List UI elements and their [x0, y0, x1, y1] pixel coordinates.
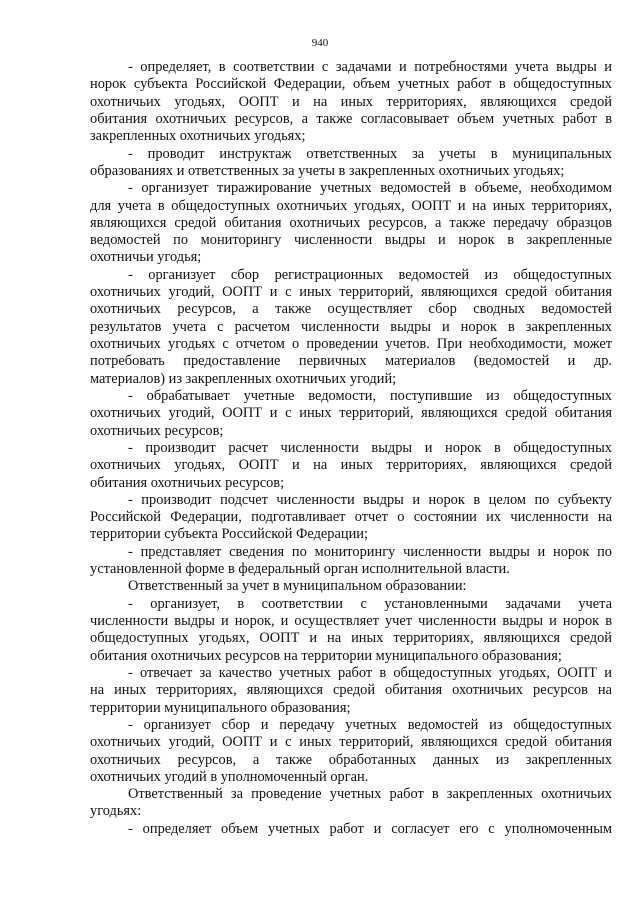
text-line: потребовать предоставление первичных материалов (ведомостей и др.	[90, 353, 612, 370]
text-line: охотничьих угодий, ООПТ и с иных территорий, являющихся средой обитания	[90, 405, 612, 422]
text-line: Российской Федерации, подготавливает отчет о состоянии их численности на	[90, 509, 612, 526]
text-line: охотничьи угодья;	[90, 249, 202, 266]
text-line: обитания охотничьих ресурсов, а также согласовывает объем учетных работ в	[90, 110, 612, 127]
text-line: установленной форме в федеральный орган исполнительной власти.	[90, 561, 510, 578]
text-line: охотничьих ресурсов;	[90, 422, 224, 439]
text-line: - организует сбор и передачу учетных ведомостей из общедоступных	[128, 716, 612, 733]
text-line: Ответственный за учет в муниципальном образовании:	[128, 578, 467, 595]
text-line: охотничьих угодий, ООПТ и с иных территорий, являющихся средой обитания	[90, 284, 612, 301]
text-line: результатов учета с расчетом численности выдры и норок в закрепленных	[90, 318, 612, 335]
document-body	[90, 59, 612, 838]
text-line: охотничьих ресурсов, а также обработанных данных из закрепленных	[90, 751, 612, 768]
text-line: - представляет сведения по мониторингу численности выдры и норок по	[128, 543, 612, 560]
text-line: угодьях:	[90, 803, 142, 820]
text-line: территории субъекта Российской Федерации;	[90, 526, 368, 543]
text-line: - обрабатывает учетные ведомости, поступившие из общедоступных	[128, 387, 612, 404]
text-line: охотничьих ресурсов, а также осуществляет сбор сводных ведомостей	[90, 301, 612, 318]
text-line: охотничьих угодий, ООПТ и с иных территорий, являющихся средой обитания	[90, 734, 612, 751]
text-line: - организует, в соответствии с установленными задачами учета	[128, 595, 612, 612]
text-line: - производит расчет численности выдры и норок в общедоступных	[128, 439, 612, 456]
text-line: охотничьих угодий в уполномоченный орган.	[90, 768, 369, 785]
text-line: - организует тиражирование учетных ведомостей в объеме, необходимом	[128, 180, 612, 197]
text-line: обитания охотничьих ресурсов на территории муниципального образования;	[90, 647, 562, 664]
page-number: 940	[311, 37, 329, 49]
text-line: охотничьих угодьях, ООПТ и на иных территориях, являющихся средой	[90, 457, 612, 474]
text-line: ведомостей по мониторингу численности выдры и норок в закрепленные	[90, 232, 612, 249]
text-line: численности выдры и норок, и осуществляет учет численности выдры и норок в	[90, 613, 612, 629]
text-line: охотничьих угодьях с отчетом о проведении учетов. При необходимости, может	[90, 336, 612, 352]
text-line: - отвечает за качество учетных работ в общедоступных угодьях, ООПТ и	[128, 664, 612, 681]
text-line: для учета в общедоступных охотничьих угодьях, ООПТ и на иных территориях,	[90, 197, 612, 214]
text-line: являющихся средой обитания охотничьих ресурсов, а также передачу образцов	[90, 214, 612, 231]
text-line: - определяет объем учетных работ и согласует его с уполномоченным	[128, 820, 612, 837]
text-line: общедоступных угодьях, ООПТ и на иных территориях, являющихся средой	[90, 630, 612, 647]
text-line: Ответственный за проведение учетных работ в закрепленных охотничьих	[128, 786, 612, 803]
text-line: - производит подсчет численности выдры и норок в целом по субъекту	[128, 491, 612, 508]
text-line: на иных территориях, являющихся средой обитания охотничьих ресурсов на	[90, 682, 612, 699]
text-line: материалов) из закрепленных охотничьих угодий;	[90, 370, 397, 387]
text-line: - проводит инструктаж ответственных за учеты в муниципальных	[128, 145, 612, 162]
text-line: норок субъекта Российской Федерации, объем учетных работ в общедоступных	[90, 76, 612, 93]
text-line: охотничьих угодьях, ООПТ и на иных территориях, являющихся средой	[90, 93, 612, 110]
text-line: образованиях и ответственных за учеты в закрепленных охотничьих угодьях;	[90, 162, 565, 179]
text-line: территории муниципального образования;	[90, 699, 351, 716]
text-line: - организует сбор регистрационных ведомостей из общедоступных	[128, 266, 612, 283]
text-line: - определяет, в соответствии с задачами и потребностями учета выдры и	[128, 59, 612, 75]
text-line: закрепленных охотничьих угодьях;	[90, 128, 306, 145]
text-line: обитания охотничьих ресурсов;	[90, 474, 285, 491]
